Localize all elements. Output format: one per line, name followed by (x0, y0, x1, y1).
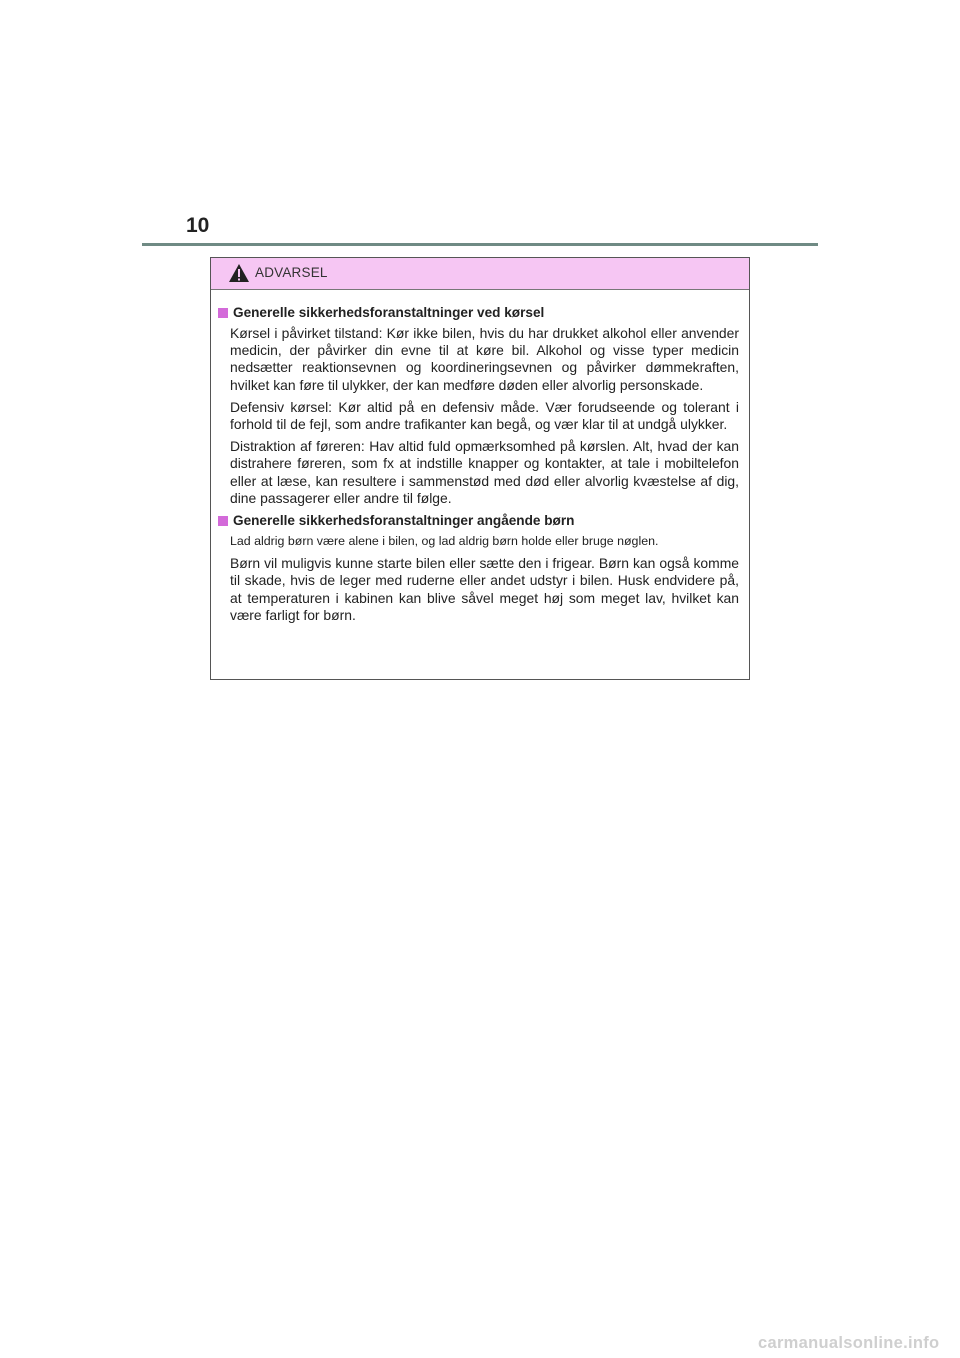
paragraph: Kørsel i påvirket tilstand: Kør ikke bilen, hvis du har drukket alkohol eller anvender medicin, der påvirker din evne til at køre bil. Alkohol og visse typer medicin nedsætter reaktionsevnen og koordineringsevnen og påvirker dømmekraften, hvilket kan føre til ulykker, der kan medføre døden eller alvorlig personskade. (230, 325, 739, 393)
square-bullet-icon (218, 516, 228, 526)
warning-title: ADVARSEL (255, 265, 328, 280)
warning-box (210, 257, 750, 680)
square-bullet-icon (218, 308, 228, 318)
warning-header (211, 258, 749, 290)
page-number: 10 (186, 214, 210, 237)
paragraph: Defensiv kørsel: Kør altid på en defensiv måde. Vær forudseende og tolerant i forhold til de fejl, som andre trafikanter kan begå, og vær klar til at undgå ulykker. (230, 398, 739, 433)
warning-triangle-icon (228, 263, 250, 283)
paragraph: Lad aldrig børn være alene i bilen, og lad aldrig børn holde eller bruge nøglen. (230, 534, 659, 549)
section-driving-safety (218, 304, 739, 507)
watermark-text: carmanualsonline.info (758, 1334, 940, 1352)
section-heading-text: Generelle sikkerhedsforanstaltninger ved kørsel (233, 305, 545, 320)
section-heading-text: Generelle sikkerhedsforanstaltninger angående børn (233, 513, 575, 529)
header-rule (142, 243, 818, 246)
section-heading (218, 512, 739, 529)
section-heading (218, 304, 739, 321)
section-child-safety (218, 512, 739, 624)
paragraph: Distraktion af føreren: Hav altid fuld opmærksomhed på kørslen. Alt, hvad der kan distrahere føreren, som fx at indstille knapper og kontakter, at tale i mobiltelefon eller at læse, kan resultere i sammenstød med død eller alvorlig kvæstelse af dig, dine passagerer eller andre til følge. (230, 438, 739, 506)
paragraph: Børn vil muligvis kunne starte bilen eller sætte den i frigear. Børn kan også komme til skade, hvis de leger med ruderne eller andet udstyr i bilen. Husk endvidere på, at temperaturen i kabinen kan blive såvel meget høj som meget lav, hvilket kan være farligt for børn. (230, 555, 739, 623)
warning-body (211, 290, 749, 624)
